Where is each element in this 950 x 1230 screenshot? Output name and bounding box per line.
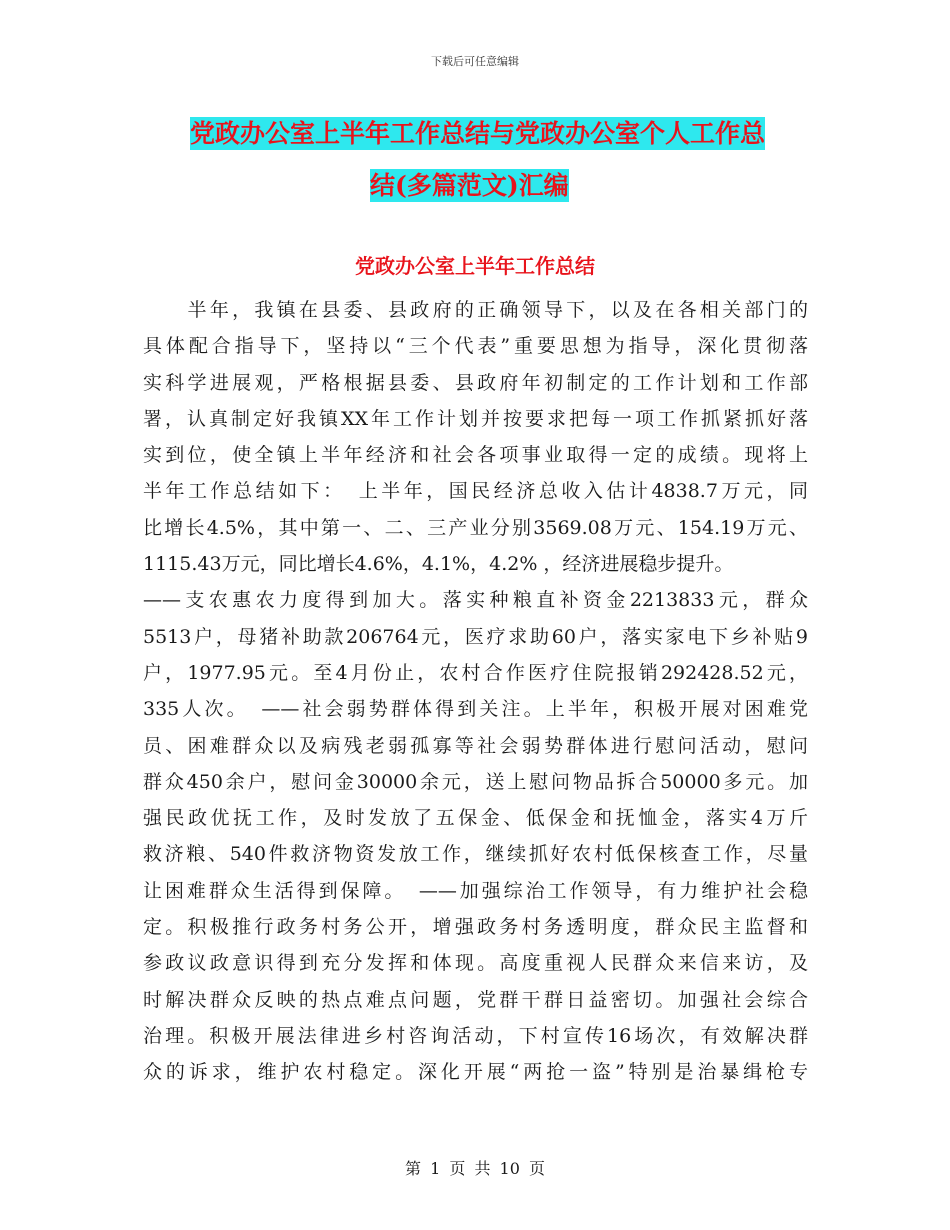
page-footer: 第 1 页 共 10 页 [405, 1159, 545, 1178]
body-line: 治理。积极开展法律进乡村咨询活动，下村宣传16场次，有效解决群 [143, 1024, 808, 1047]
body-line: 实到位，使全镇上半年经济和社会各项事业取得一定的成绩。现将上 [143, 444, 808, 467]
title-highlight-2: 结(多篇范文)汇编 [370, 171, 569, 200]
body-text [143, 292, 808, 1091]
body-line: 时解决群众反映的热点难点问题，党群干群日益密切。加强社会综合 [143, 988, 808, 1011]
document-title [190, 108, 810, 212]
body-line: 比增长4.5%，其中第一、二、三产业分别3569.08万元、154.19万元、 [143, 516, 808, 539]
body-line: 1115.43万元，同比增长4.6%，4.1%，4.2% ，经济进展稳步提升。 [143, 553, 734, 576]
body-line: 具体配合指导下，坚持以“三个代表”重要思想为指导，深化贯彻落 [143, 335, 808, 358]
body-line: 5513户，母猪补助款206764元，医疗求助60户，落实家电下乡补贴9 [143, 625, 808, 648]
body-line: 参政议政意识得到充分发挥和体现。高度重视人民群众来信来访，及 [143, 952, 808, 975]
body-line: 员、困难群众以及病残老弱孤寡等社会弱势群体进行慰问活动，慰问 [143, 734, 808, 757]
document-title-line-1 [190, 108, 810, 160]
body-line: 户，1977.95元。至4月份止，农村合作医疗住院报销292428.52元， [143, 661, 808, 684]
body-line: 半年，我镇在县委、县政府的正确领导下，以及在各相关部门的 [143, 299, 808, 321]
page-header-note: 下载后可任意编辑 [431, 55, 519, 68]
section-title: 党政办公室上半年工作总结 [355, 254, 595, 278]
body-line: 半年工作总结如下： 上半年，国民经济总收入估计4838.7万元，同 [143, 480, 808, 503]
body-line: 定。积极推行政务村务公开，增强政务村务透明度，群众民主监督和 [143, 916, 808, 939]
body-line: 救济粮、540件救济物资发放工作，继续抓好农村低保核查工作，尽量 [143, 843, 808, 866]
document-title-line-2 [190, 160, 810, 212]
body-line: ——支农惠农力度得到加大。落实种粮直补资金2213833元，群众 [143, 589, 808, 612]
body-line: 让困难群众生活得到保障。 ——加强综治工作领导，有力维护社会稳 [143, 879, 808, 902]
body-line: 众的诉求，维护农村稳定。深化开展“两抢一盗”特别是治暴缉枪专 [143, 1061, 808, 1084]
body-line: 实科学进展观，严格根据县委、县政府年初制定的工作计划和工作部 [143, 371, 808, 394]
body-line: 强民政优抚工作，及时发放了五保金、低保金和抚恤金，落实4万斤 [143, 807, 808, 830]
body-line: 群众450余户，慰问金30000余元，送上慰问物品拆合50000多元。加 [143, 770, 808, 793]
body-line: 335人次。 ——社会弱势群体得到关注。上半年，积极开展对困难党 [143, 698, 808, 721]
body-line: 署，认真制定好我镇XX年工作计划并按要求把每一项工作抓紧抓好落 [143, 407, 808, 430]
title-highlight-1: 党政办公室上半年工作总结与党政办公室个人工作总 [190, 119, 766, 148]
